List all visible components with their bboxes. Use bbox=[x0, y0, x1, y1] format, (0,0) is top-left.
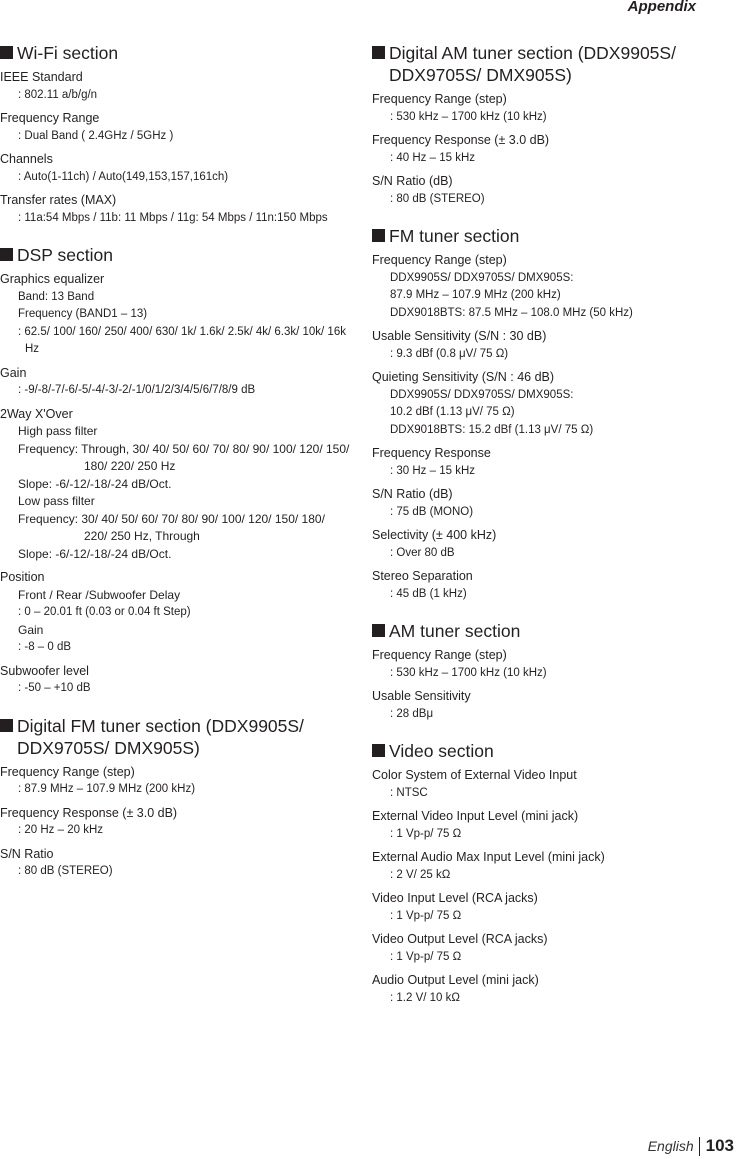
spec-entry bbox=[372, 173, 732, 208]
spec-entry bbox=[372, 767, 732, 802]
spec-value: : 75 dB (MONO) bbox=[390, 505, 474, 518]
spec-label: Quieting Sensitivity (S/N : 46 dB) bbox=[372, 370, 555, 384]
footer-language: English bbox=[647, 1138, 694, 1154]
spec-section bbox=[372, 42, 732, 208]
spec-label: External Video Input Level (mini jack) bbox=[372, 809, 579, 823]
section-title-text: Video section bbox=[389, 741, 494, 761]
spec-value: : 62.5/ 100/ 160/ 250/ 400/ 630/ 1k/ 1.6k/ 2.5k/ 4k/ 6.3k/ 10k/ 16k Hz bbox=[18, 325, 346, 355]
spec-label: Frequency Response (± 3.0 dB) bbox=[372, 133, 550, 147]
spec-value: : -9/-8/-7/-6/-5/-4/-3/-2/-1/0/1/2/3/4/5/6/7/8/9 dB bbox=[18, 384, 256, 396]
spec-value: : 40 Hz – 15 kHz bbox=[390, 151, 476, 164]
spec-entry bbox=[0, 365, 350, 400]
spec-entry bbox=[0, 846, 350, 881]
spec-label: Color System of External Video Input bbox=[372, 768, 577, 782]
spec-value: : 1 Vp-p/ 75 Ω bbox=[390, 827, 462, 840]
spec-entry bbox=[372, 972, 732, 1007]
spec-label: IEEE Standard bbox=[0, 70, 83, 84]
spec-label: Frequency Range (step) bbox=[372, 253, 507, 267]
spec-value: 10.2 dBf (1.13 μV/ 75 Ω) bbox=[390, 406, 515, 418]
spec-entry bbox=[372, 445, 732, 480]
spec-entry bbox=[0, 406, 350, 564]
section-title-text: Wi-Fi section bbox=[17, 43, 119, 63]
spec-entry bbox=[372, 647, 732, 682]
section-title-text: AM tuner section bbox=[389, 621, 521, 641]
spec-value: Slope: -6/-12/-18/-24 dB/Oct. bbox=[18, 546, 172, 561]
left-column bbox=[0, 42, 350, 898]
spec-label: S/N Ratio (dB) bbox=[372, 174, 453, 188]
spec-value: : 530 kHz – 1700 kHz (10 kHz) bbox=[390, 110, 547, 123]
spec-value: DDX9905S/ DDX9705S/ DMX905S: bbox=[390, 388, 574, 401]
spec-entry bbox=[0, 151, 350, 186]
spec-value: DDX9018BTS: 15.2 dBf (1.13 μV/ 75 Ω) bbox=[390, 423, 594, 436]
spec-label: 2Way X'Over bbox=[0, 406, 73, 421]
section-title-text: DSP section bbox=[17, 245, 113, 265]
spec-label: Video Input Level (RCA jacks) bbox=[372, 891, 538, 905]
square-bullet-icon bbox=[0, 719, 13, 732]
spec-value: : 45 dB (1 kHz) bbox=[390, 587, 467, 600]
spec-label: Frequency Response bbox=[372, 446, 491, 460]
spec-label: Subwoofer level bbox=[0, 663, 89, 678]
spec-entry bbox=[372, 931, 732, 966]
spec-value: : Dual Band ( 2.4GHz / 5GHz ) bbox=[18, 129, 174, 142]
square-bullet-icon bbox=[372, 229, 385, 242]
spec-value: Frequency (BAND1 – 13) bbox=[18, 308, 148, 320]
spec-value: : 87.9 MHz – 107.9 MHz (200 kHz) bbox=[18, 783, 196, 795]
spec-entry bbox=[0, 271, 350, 359]
spec-value: DDX9905S/ DDX9705S/ DMX905S: bbox=[390, 271, 574, 284]
spec-value: : 11a:54 Mbps / 11b: 11 Mbps / 11g: 54 Mbps / 11n:150 Mbps bbox=[18, 211, 328, 224]
spec-label: Audio Output Level (mini jack) bbox=[372, 973, 539, 987]
spec-entry bbox=[372, 252, 732, 322]
section-title bbox=[0, 42, 350, 64]
spec-section bbox=[0, 715, 350, 881]
square-bullet-icon bbox=[372, 46, 385, 59]
page-footer bbox=[648, 1135, 737, 1157]
spec-entry bbox=[0, 192, 350, 227]
spec-label: Stereo Separation bbox=[372, 569, 473, 583]
section-title bbox=[372, 225, 732, 247]
spec-value: Band: 13 Band bbox=[18, 290, 95, 303]
right-column bbox=[372, 42, 732, 1024]
spec-value: : 1 Vp-p/ 75 Ω bbox=[390, 950, 462, 963]
spec-value: : -8 – 0 dB bbox=[18, 641, 72, 653]
spec-entry bbox=[372, 328, 732, 363]
spec-value: : 80 dB (STEREO) bbox=[390, 192, 485, 205]
section-title bbox=[372, 620, 732, 642]
spec-label: Transfer rates (MAX) bbox=[0, 193, 117, 207]
spec-label: Usable Sensitivity (S/N : 30 dB) bbox=[372, 329, 547, 343]
spec-value: : NTSC bbox=[390, 786, 428, 799]
section-title-text: Digital AM tuner section (DDX9905S/ DDX9705S/ DMX905S) bbox=[389, 43, 676, 85]
spec-entry bbox=[372, 527, 732, 562]
spec-entry bbox=[0, 69, 350, 104]
spec-label: Selectivity (± 400 kHz) bbox=[372, 528, 497, 542]
spec-label: Frequency Range (step) bbox=[372, 648, 507, 662]
spec-label: S/N Ratio (dB) bbox=[372, 487, 453, 501]
spec-value: Gain bbox=[18, 622, 44, 637]
section-title-text: FM tuner section bbox=[389, 226, 520, 246]
section-title bbox=[0, 715, 350, 759]
spec-label: Video Output Level (RCA jacks) bbox=[372, 932, 548, 946]
running-header: Appendix bbox=[627, 0, 696, 15]
spec-value: : 20 Hz – 20 kHz bbox=[18, 824, 104, 836]
spec-label: Frequency Range (step) bbox=[372, 92, 507, 106]
spec-section bbox=[0, 244, 350, 698]
spec-entry bbox=[372, 369, 732, 439]
spec-entry bbox=[372, 486, 732, 521]
spec-entry bbox=[372, 91, 732, 126]
spec-value: High pass filter bbox=[18, 424, 98, 438]
spec-label: Graphics equalizer bbox=[0, 272, 105, 286]
spec-entry bbox=[0, 569, 350, 657]
section-title bbox=[372, 740, 732, 762]
section-title bbox=[372, 42, 732, 86]
spec-value: : 1.2 V/ 10 kΩ bbox=[390, 991, 460, 1004]
spec-entry bbox=[0, 764, 350, 799]
spec-value: : 30 Hz – 15 kHz bbox=[390, 464, 476, 477]
spec-label: Position bbox=[0, 570, 45, 584]
spec-entry bbox=[372, 132, 732, 167]
spec-value: Front / Rear /Subwoofer Delay bbox=[18, 587, 181, 602]
square-bullet-icon bbox=[372, 744, 385, 757]
spec-value: : 28 dBμ bbox=[390, 707, 434, 720]
spec-value: : 802.11 a/b/g/n bbox=[18, 88, 98, 101]
spec-value: : 1 Vp-p/ 75 Ω bbox=[390, 909, 462, 922]
spec-value: Slope: -6/-12/-18/-24 dB/Oct. bbox=[18, 476, 172, 491]
spec-entry bbox=[372, 568, 732, 603]
spec-value: : Over 80 dB bbox=[390, 546, 455, 559]
spec-entry bbox=[0, 805, 350, 840]
spec-label: Channels bbox=[0, 152, 53, 166]
spec-value: Frequency: Through, 30/ 40/ 50/ 60/ 70/ 80/ 90/ 100/ 120/ 150/ 180/ 220/ 250 Hz bbox=[18, 441, 350, 473]
spec-entry bbox=[0, 663, 350, 698]
spec-label: Frequency Range (step) bbox=[0, 764, 135, 779]
spec-section bbox=[0, 42, 350, 227]
square-bullet-icon bbox=[0, 248, 13, 261]
spec-value: : 0 – 20.01 ft (0.03 or 0.04 ft Step) bbox=[18, 606, 191, 618]
spec-entry bbox=[372, 849, 732, 884]
spec-label: S/N Ratio bbox=[0, 846, 54, 861]
spec-label: Frequency Range bbox=[0, 111, 100, 125]
spec-value: 87.9 MHz – 107.9 MHz (200 kHz) bbox=[390, 289, 561, 301]
spec-value: DDX9018BTS: 87.5 MHz – 108.0 MHz (50 kHz) bbox=[390, 306, 633, 319]
section-title-text: Digital FM tuner section (DDX9905S/ DDX9705S/ DMX905S) bbox=[17, 715, 304, 758]
spec-entry bbox=[0, 110, 350, 145]
spec-section bbox=[372, 740, 732, 1007]
spec-value: : 2 V/ 25 kΩ bbox=[390, 868, 451, 881]
square-bullet-icon bbox=[0, 46, 13, 59]
spec-label: External Audio Max Input Level (mini jack) bbox=[372, 850, 605, 864]
spec-label: Usable Sensitivity bbox=[372, 689, 471, 703]
spec-value: : 530 kHz – 1700 kHz (10 kHz) bbox=[390, 666, 547, 679]
spec-value: : 80 dB (STEREO) bbox=[18, 865, 113, 877]
spec-section bbox=[372, 620, 732, 723]
spec-label: Frequency Response (± 3.0 dB) bbox=[0, 805, 178, 820]
page-number: 103 bbox=[705, 1136, 734, 1155]
square-bullet-icon bbox=[372, 624, 385, 637]
spec-entry bbox=[372, 688, 732, 723]
spec-value: Frequency: 30/ 40/ 50/ 60/ 70/ 80/ 90/ 100/ 120/ 150/ 180/ 220/ 250 Hz, Through bbox=[18, 511, 325, 543]
spec-section bbox=[372, 225, 732, 603]
spec-entry bbox=[372, 808, 732, 843]
spec-entry bbox=[372, 890, 732, 925]
section-title bbox=[0, 244, 350, 266]
spec-value: : -50 – +10 dB bbox=[18, 682, 91, 694]
spec-label: Gain bbox=[0, 365, 27, 380]
spec-value: : 9.3 dBf (0.8 μV/ 75 Ω) bbox=[390, 347, 509, 360]
spec-value: : Auto(1-11ch) / Auto(149,153,157,161ch) bbox=[18, 170, 229, 183]
spec-value: Low pass filter bbox=[18, 494, 95, 508]
